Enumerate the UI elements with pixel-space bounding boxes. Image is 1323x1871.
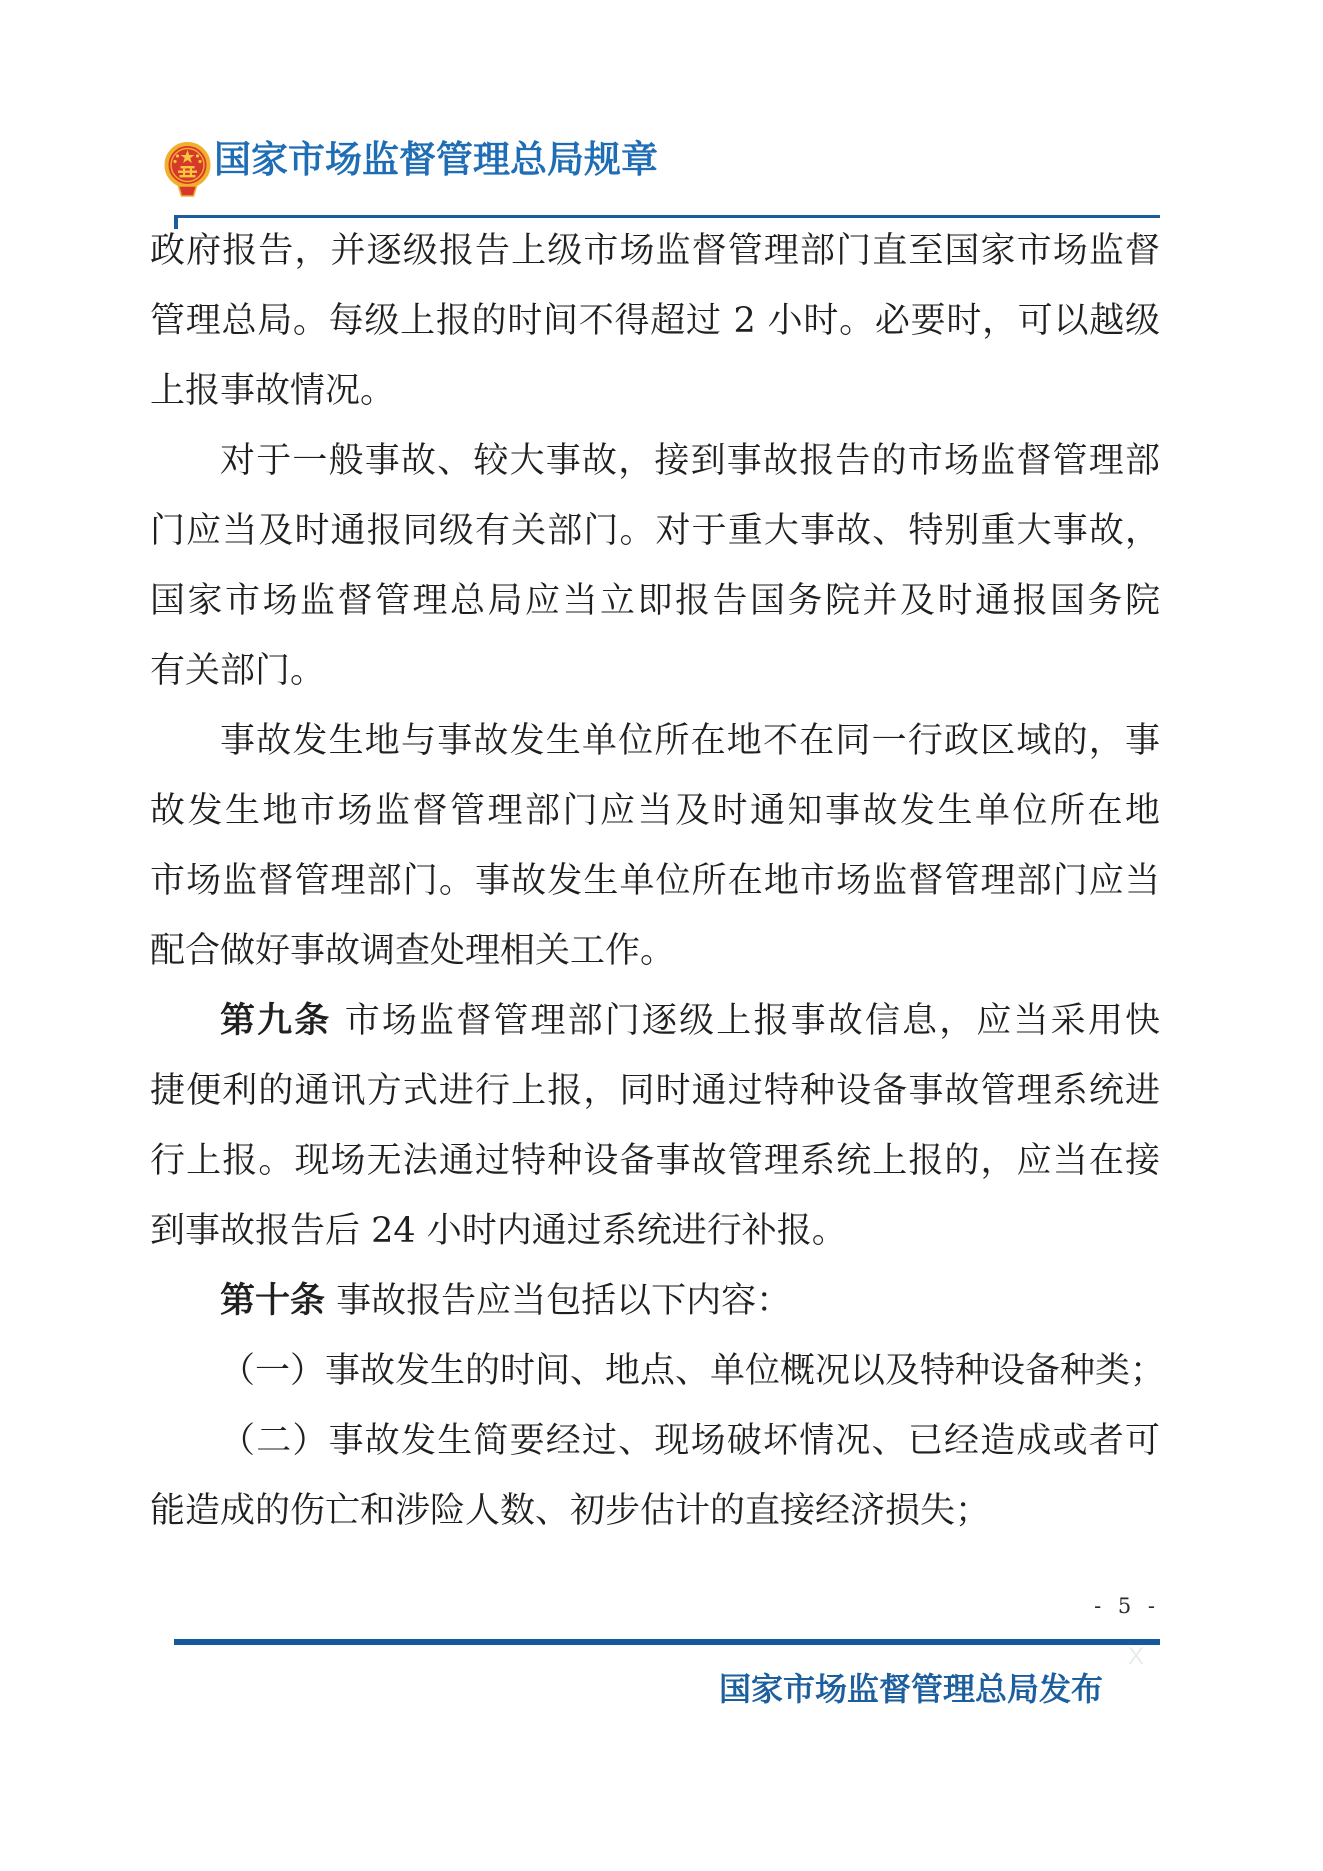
scan-watermark: X <box>1128 1643 1145 1670</box>
body-line <box>150 1266 1160 1336</box>
header-title: 国家市场监督管理总局规章 <box>214 139 658 180</box>
line-text: 事故发生地与事故发生单位所在地不在同一行政区域的，事 <box>220 721 1160 761</box>
line-text: 对于一般事故、较大事故，接到事故报告的市场监督管理部 <box>220 441 1160 481</box>
line-text: 门应当及时通报同级有关部门。对于重大事故、特别重大事故， <box>150 511 1160 551</box>
body-line <box>150 1196 1160 1266</box>
article-number: 第十条 <box>220 1281 326 1320</box>
body-line <box>150 1406 1160 1476</box>
line-text: 捷便利的通讯方式进行上报，同时通过特种设备事故管理系统进 <box>150 1071 1160 1111</box>
line-text: （一）事故发生的时间、地点、单位概况以及特种设备种类； <box>220 1351 1166 1391</box>
line-text: 行上报。现场无法通过特种设备事故管理系统上报的，应当在接 <box>150 1141 1160 1181</box>
line-text: 有关部门。 <box>150 651 326 691</box>
body-line <box>150 216 1160 286</box>
body-line <box>150 426 1160 496</box>
page-number: - 5 - <box>1094 1594 1160 1618</box>
line-text: 管理总局。每级上报的时间不得超过 2 小时。必要时，可以越级 <box>150 301 1160 341</box>
line-text: 到事故报告后 24 小时内通过系统进行补报。 <box>150 1211 847 1251</box>
national-emblem-icon <box>163 140 212 198</box>
article-number: 第九条 <box>220 1001 332 1040</box>
body-line <box>150 1476 1160 1546</box>
publisher-line: 国家市场监督管理总局发布 <box>718 1671 1103 1707</box>
line-text: 政府报告，并逐级报告上级市场监督管理部门直至国家市场监督 <box>150 231 1160 271</box>
line-text: 故发生地市场监督管理部门应当及时通知事故发生单位所在地 <box>150 791 1160 831</box>
body-line <box>150 986 1160 1056</box>
body-line <box>150 1336 1166 1406</box>
body-line <box>150 286 1160 356</box>
body-line <box>150 566 1160 636</box>
regulation-text-block <box>150 216 1166 1546</box>
line-text: 能造成的伤亡和涉险人数、初步估计的直接经济损失； <box>150 1491 991 1531</box>
line-text: 国家市场监督管理总局应当立即报告国务院并及时通报国务院 <box>150 581 1160 621</box>
body-line <box>150 706 1160 776</box>
body-line <box>150 846 1160 916</box>
body-line <box>150 636 1160 706</box>
line-text: （二）事故发生简要经过、现场破坏情况、已经造成或者可 <box>220 1421 1160 1461</box>
body-line <box>150 1056 1160 1126</box>
line-text: 市场监督管理部门逐级上报事故信息，应当采用快 <box>331 1001 1160 1041</box>
body-line <box>150 916 1160 986</box>
body-line <box>150 496 1160 566</box>
line-text: 配合做好事故调查处理相关工作。 <box>150 931 676 971</box>
footer-rule <box>174 1639 1160 1645</box>
line-text: 市场监督管理部门。事故发生单位所在地市场监督管理部门应当 <box>150 861 1160 901</box>
body-line <box>150 1126 1160 1196</box>
body-line <box>150 776 1160 846</box>
line-text: 上报事故情况。 <box>150 371 396 411</box>
line-text: 事故报告应当包括以下内容： <box>325 1281 792 1321</box>
body-line <box>150 356 1160 426</box>
